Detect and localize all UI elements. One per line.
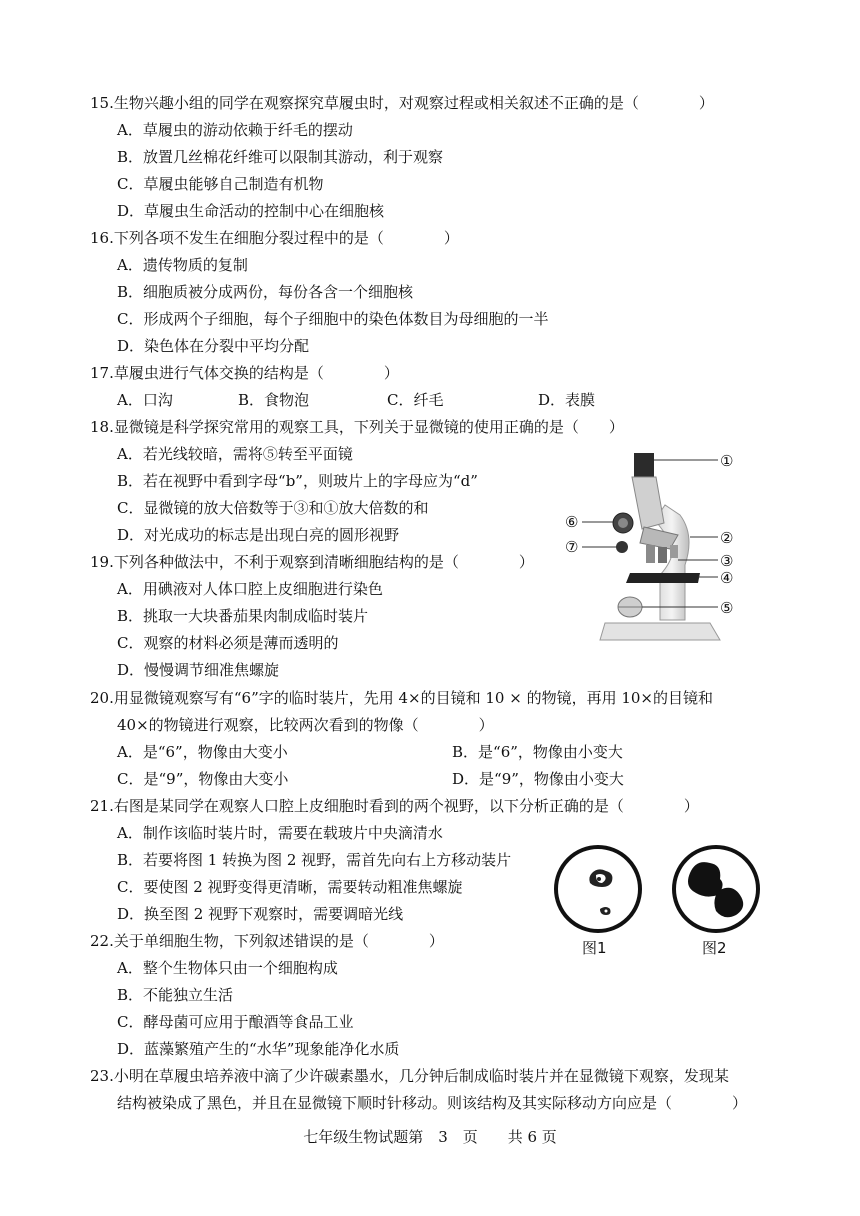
eyepiece [634,453,654,477]
q21-option-d: D．换至图 2 视野下观察时，需要调暗光线 [117,905,404,923]
q19-option-a: A．用碘液对人体口腔上皮细胞进行染色 [117,580,383,598]
fine-focus-knob [616,541,628,553]
q20-option-b: B．是“6”，物像由小变大 [452,743,623,761]
body-tube [632,477,664,529]
q22-option-a: A．整个生物体只由一个细胞构成 [117,959,338,977]
q22-option-b: B．不能独立生活 [117,986,234,1004]
q17-option-b: B．食物泡 [238,391,310,409]
q23-stem: 23.小明在草履虫培养液中滴了少许碳素墨水，几分钟后制成临时装片并在显微镜下观察，发现某 [90,1067,729,1085]
q16-option-d: D．染色体在分裂中平均分配 [117,337,310,355]
q17-option-c: C．纤毛 [387,391,444,409]
q18-option-c: C．显微镜的放大倍数等于③和①放大倍数的和 [117,499,429,517]
q17-option-a: A．口沟 [117,391,173,409]
q18-option-d: D．对光成功的标志是出现白亮的圆形视野 [117,526,400,544]
q22-option-d: D．蓝藻繁殖产生的“水华”现象能净化水质 [117,1040,400,1058]
q15-option-d: D．草履虫生命活动的控制中心在细胞核 [117,202,385,220]
page-footer: 七年级生物试题第 3 页 共 6 页 [303,1128,557,1146]
label-6: ⑥ [565,513,579,531]
microscope-base [600,623,720,640]
q22-option-c: C．酵母菌可应用于酿酒等食品工业 [117,1013,354,1031]
q20-option-c: C．是“9”，物像由大变小 [117,770,289,788]
q17-stem: 17.草履虫进行气体交换的结构是（ ） [90,364,399,382]
q16-option-b: B．细胞质被分成两份，每份各含一个细胞核 [117,283,414,301]
q16-option-a: A．遗传物质的复制 [117,256,248,274]
q20-option-d: D．是“9”，物像由小变大 [452,770,624,788]
q19-option-c: C．观察的材料必须是薄而透明的 [117,634,339,652]
label-5: ⑤ [720,599,734,617]
q21-option-c: C．要使图 2 视野变得更清晰，需要转动粗准焦螺旋 [117,878,463,896]
q23-stem-continued: 结构被染成了黑色，并且在显微镜下顺时针移动。则该结构及其实际移动方向应是（ ） [117,1094,748,1112]
q19-option-b: B．挑取一大块番茄果肉制成临时装片 [117,607,369,625]
label-4: ④ [720,569,734,587]
label-3: ③ [720,552,734,570]
q15-option-a: A．草履虫的游动依赖于纤毛的摆动 [117,121,353,139]
stage [626,573,700,583]
fig2-caption: 图2 [702,939,727,957]
q15-stem: 15.生物兴趣小组的同学在观察探究草履虫时，对观察过程或相关叙述不正确的是（ ） [90,94,714,112]
q21-option-a: A．制作该临时装片时，需要在载玻片中央滴清水 [117,824,443,842]
field-of-view-figure-2 [670,843,762,935]
q21-stem: 21.右图是某同学在观察人口腔上皮细胞时看到的两个视野，以下分析正确的是（ ） [90,797,699,815]
q18-option-a: A．若光线较暗，需将⑤转至平面镜 [117,445,353,463]
q18-option-b: B．若在视野中看到字母“b”，则玻片上的字母应为“d” [117,472,478,490]
q17-option-d: D．表膜 [538,391,596,409]
q20-stem: 20.用显微镜观察写有“6”字的临时装片，先用 4×的目镜和 10 × 的物镜，再用 10×的目镜和 [90,689,714,707]
q19-option-d: D．慢慢调节细准焦螺旋 [117,661,280,679]
label-1: ① [720,452,734,470]
label-2: ② [720,529,734,547]
q21-option-b: B．若要将图 1 转换为图 2 视野，需首先向右上方移动装片 [117,851,512,869]
q16-option-c: C．形成两个子细胞，每个子细胞中的染色体数目为母细胞的一半 [117,310,549,328]
label-7: ⑦ [565,538,579,556]
q20-option-a: A．是“6”，物像由大变小 [117,743,288,761]
q18-stem: 18.显微镜是科学探究常用的观察工具，下列关于显微镜的使用正确的是（ ） [90,418,624,436]
q16-stem: 16.下列各项不发生在细胞分裂过程中的是（ ） [90,229,459,247]
q15-option-c: C．草履虫能够自己制造有机物 [117,175,324,193]
q20-stem-continued: 40×的物镜进行观察，比较两次看到的物像（ ） [117,716,494,734]
q19-stem: 19.下列各种做法中，不利于观察到清晰细胞结构的是（ ） [90,553,534,571]
objective-lens [646,545,655,563]
field-of-view-figure-1 [552,843,644,935]
q15-option-b: B．放置几丝棉花纤维可以限制其游动，利于观察 [117,148,444,166]
fig1-caption: 图1 [582,939,607,957]
q22-stem: 22.关于单细胞生物，下列叙述错误的是（ ） [90,932,444,950]
